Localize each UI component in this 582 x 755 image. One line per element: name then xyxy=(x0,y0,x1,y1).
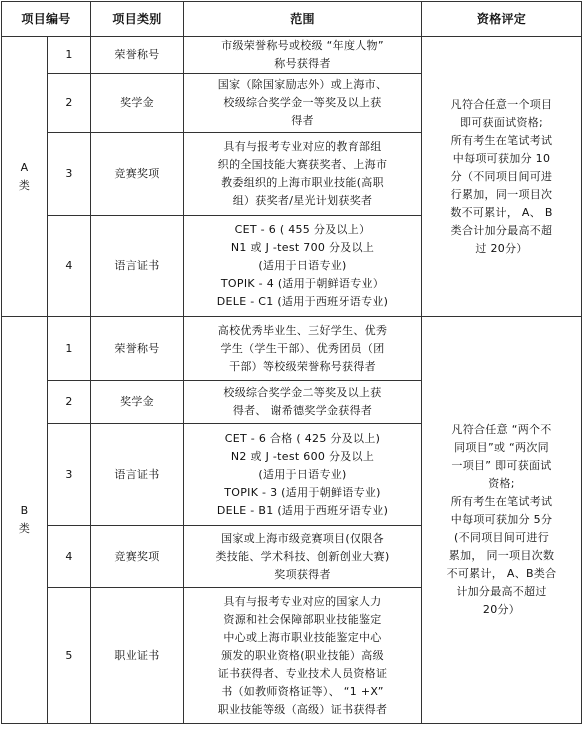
category-b-rule xyxy=(422,317,582,724)
scope-line: 书（如教师资格证等）、 “1 +X” xyxy=(221,684,384,698)
row-number: 1 xyxy=(48,317,91,381)
row-number: 5 xyxy=(48,588,91,724)
rule-line: 同项目”或 “两次同 xyxy=(454,441,549,454)
category-b-letter: B xyxy=(20,504,29,517)
scope-cell xyxy=(184,133,422,216)
scope-line: TOPIK - 3 (适用于朝鲜语专业) xyxy=(224,485,381,499)
category-b-suffix: 类 xyxy=(18,522,31,535)
rule-line: 所有考生在笔试考试 xyxy=(450,495,553,508)
rule-line: 数不可累计， A、 B xyxy=(450,205,553,219)
rule-line: 分（不同项目间可进 xyxy=(450,169,553,183)
scope-cell xyxy=(184,424,422,526)
scope-line: 高校优秀毕业生、三好学生、优秀 xyxy=(217,323,388,337)
scope-line: CET - 6 合格 ( 425 分及以上) xyxy=(224,431,381,445)
row-number: 3 xyxy=(48,424,91,526)
scope-line: 类技能、学术科技、创新创业大赛) xyxy=(215,549,390,563)
scope-line: 具有与报考专业对应的国家人力 xyxy=(223,594,382,608)
row-number: 2 xyxy=(48,381,91,424)
scope-line: 织的全国技能大赛获奖者、上海市 xyxy=(217,158,388,171)
project-type: 奖学金 xyxy=(91,381,184,424)
rule-line: 中每项可获加分 10 xyxy=(452,151,551,165)
scope-line: 学生（学生干部）、优秀团员（团 xyxy=(220,341,385,355)
row-number: 4 xyxy=(48,216,91,317)
rule-line: 凡符合任意 “两个不 xyxy=(451,423,552,436)
row-number: 3 xyxy=(48,133,91,216)
scope-line: 教委组织的上海市职业技能(高职 xyxy=(221,176,384,189)
scope-line: 组）获奖者/星光计划获奖者 xyxy=(232,194,373,207)
scope-line: 干部）等校级荣誉称号获得者 xyxy=(229,359,376,373)
category-a-label xyxy=(2,37,48,317)
project-type: 语言证书 xyxy=(91,424,184,526)
rule-line: (不同项目间可进行 xyxy=(454,531,550,544)
scope-line: 得者、 谢希德奖学金获得者 xyxy=(232,404,373,417)
scope-line: 中心或上海市职业技能鉴定中心 xyxy=(223,630,382,644)
scope-line: N1 或 J -test 700 分及以上 xyxy=(230,241,375,254)
project-type: 职业证书 xyxy=(91,588,184,724)
scope-cell xyxy=(184,37,422,74)
category-a-suffix: 类 xyxy=(18,178,31,192)
scope-line: 具有与报考专业对应的教育部组 xyxy=(223,140,382,153)
scope-line: 得者 xyxy=(291,114,314,127)
rule-line: 凡符合任意一个项目 xyxy=(450,97,553,111)
rule-line: 即可获面试资格; xyxy=(459,115,544,129)
row-number: 1 xyxy=(48,37,91,74)
row-number: 2 xyxy=(48,74,91,133)
scope-line: 奖项获得者 xyxy=(274,567,331,581)
rule-line: 过 20分） xyxy=(475,241,528,255)
table-row xyxy=(2,37,582,74)
header-scope: 范围 xyxy=(184,2,422,37)
category-a-letter: A xyxy=(20,160,29,174)
rule-line: 计加分最高不超过 xyxy=(456,585,547,598)
scope-line: 国家或上海市级竞赛项目(仅限各 xyxy=(221,531,384,545)
scope-cell xyxy=(184,216,422,317)
table-row xyxy=(2,317,582,381)
scope-line: 校级综合奖学金一等奖及以上获 xyxy=(223,96,382,109)
rule-line: 类合计加分最高不超 xyxy=(450,223,553,237)
scope-line: (适用于日语专业) xyxy=(258,259,347,272)
row-number: 4 xyxy=(48,526,91,588)
scope-line: 职业技能等级（高级）证书获得者 xyxy=(217,702,388,716)
header-qualification: 资格评定 xyxy=(422,2,582,37)
category-a-rule xyxy=(422,37,582,317)
rule-line: 不可累计， A、B类合 xyxy=(446,567,557,580)
scope-line: 称号获得者 xyxy=(274,57,331,70)
category-b-label xyxy=(2,317,48,724)
rule-line: 所有考生在笔试考试 xyxy=(450,133,553,147)
scope-line: DELE - C1 (适用于西班牙语专业) xyxy=(216,295,389,308)
header-project-type: 项目类别 xyxy=(91,2,184,37)
scope-line: 校级综合奖学金二等奖及以上获 xyxy=(223,386,382,399)
rule-line: 累加， 同一项目次数 xyxy=(448,549,555,562)
scope-line: CET - 6 ( 455 分及以上） xyxy=(234,223,371,236)
scope-line: DELE - B1 (适用于西班牙语专业) xyxy=(216,503,389,517)
scope-cell xyxy=(184,317,422,381)
scope-line: (适用于日语专业) xyxy=(258,467,347,481)
rule-line: 一项目” 即可获面试 xyxy=(451,459,552,472)
header-row xyxy=(2,2,582,37)
rule-line: 行累加，同一项目次 xyxy=(450,187,553,201)
scope-line: 证书获得者、专业技术人员资格证 xyxy=(217,666,388,680)
project-type: 竞赛奖项 xyxy=(91,526,184,588)
header-project-number: 项目编号 xyxy=(2,2,91,37)
rule-line: 中每项可获加分 5分 xyxy=(450,513,553,526)
scope-line: N2 或 J -test 600 分及以上 xyxy=(230,449,375,463)
project-type: 奖学金 xyxy=(91,74,184,133)
scope-line: 市级荣誉称号或校级 “年度人物” xyxy=(221,39,384,52)
scope-line: 颁发的职业资格(职业技能）高级 xyxy=(221,648,384,662)
scope-cell xyxy=(184,588,422,724)
scope-line: 国家（除国家励志外）或上海市、 xyxy=(217,78,388,91)
rule-line: 资格; xyxy=(488,477,515,490)
scope-line: TOPIK - 4 (适用于朝鲜语专业） xyxy=(220,277,385,290)
scope-cell xyxy=(184,74,422,133)
project-type: 语言证书 xyxy=(91,216,184,317)
project-type: 竞赛奖项 xyxy=(91,133,184,216)
qualification-table xyxy=(1,1,582,724)
project-type: 荣誉称号 xyxy=(91,317,184,381)
scope-cell xyxy=(184,381,422,424)
scope-line: 资源和社会保障部职业技能鉴定 xyxy=(223,612,382,626)
scope-cell xyxy=(184,526,422,588)
project-type: 荣誉称号 xyxy=(91,37,184,74)
rule-line: 20分） xyxy=(482,603,521,616)
